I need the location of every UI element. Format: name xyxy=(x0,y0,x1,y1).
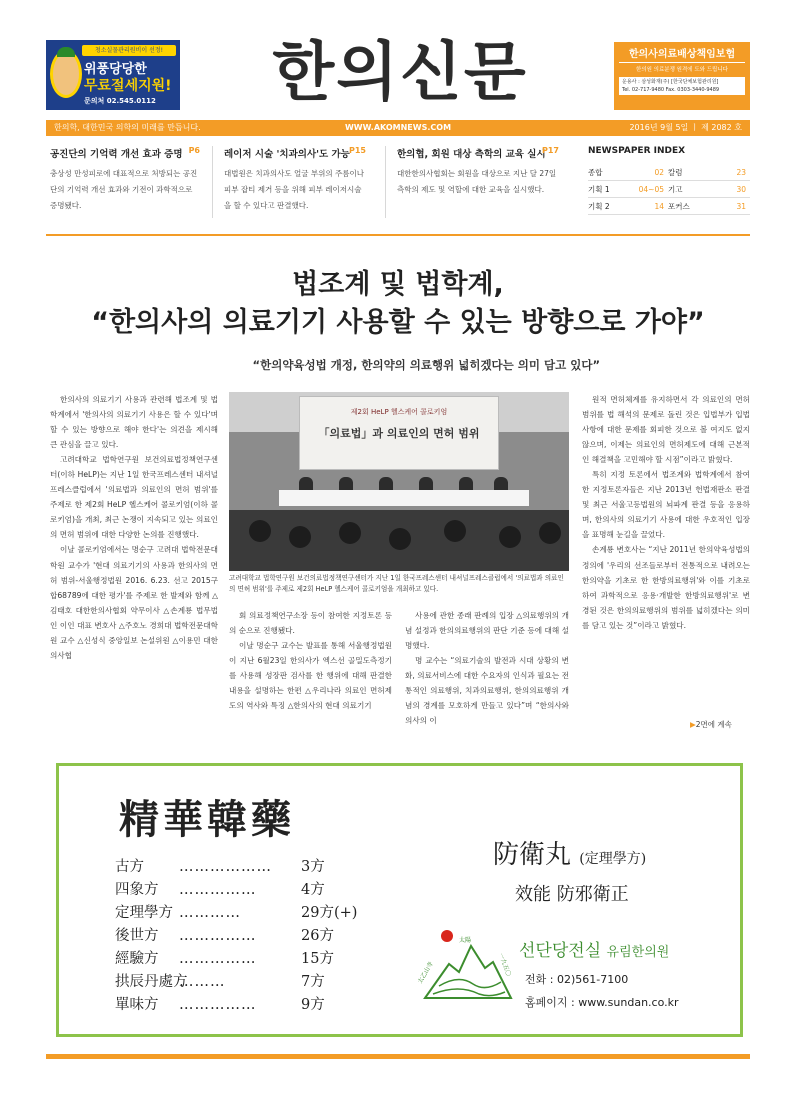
subheadline: “한의약육성법 개정, 한의약의 의료행위 넓히겠다는 의미 담고 있다” xyxy=(252,358,600,372)
index-item[interactable]: 포커스 31 xyxy=(668,198,750,215)
herbal-medicine-ad[interactable] xyxy=(56,763,743,1037)
footer-rule xyxy=(46,1054,750,1059)
teaser-title: 한의협, 회원 대상 측학의 교육 실시 xyxy=(397,149,546,160)
header-ad-tax-support[interactable] xyxy=(46,40,180,110)
svg-text:一九五〇: 一九五〇 xyxy=(497,952,512,978)
remedy-efficacy: 效能 防邪衛正 xyxy=(515,884,629,905)
teaser-3[interactable] xyxy=(397,146,559,226)
mascot-icon xyxy=(50,50,82,98)
headline-line-1[interactable]: 법조계 및 법학계, xyxy=(292,269,504,300)
article-column-2 xyxy=(229,608,392,730)
newspaper-masthead[interactable]: 한의신문 xyxy=(272,36,528,110)
prescription-row: 單味方 …………… 9方 xyxy=(115,997,325,1013)
paragraph: 특히 지정 토론에서 법조계와 법학계에서 참여한 지정토론자들은 지난 2013년 헌법재판소 판결 및 최근 서울고등법원의 뇌파계 판결 등을 응용하며, 한의사의 의료기기 사용에 대한 우호적인 입장을 표명해 눈길을 끌었다. xyxy=(582,470,750,540)
date-bar xyxy=(46,120,750,136)
teaser-body: 대법원은 치과의사도 얼굴 부위의 주름이나 피부 잡티 제거 등을 위해 피부 레이저시술을 할 수 있다고 판결했다. xyxy=(224,169,364,210)
paragraph: 사용에 관한 종래 판례의 입장 △의료행위의 개념 설정과 한의의료행위의 판단 기준 등에 대해 설명했다. xyxy=(405,611,569,651)
paragraph: 고려대학교 법학연구원 보건의료법정책연구센터(이하 HeLP)는 지난 1일 한국프레스센터 내셔널프레스클럽에서 '의료법과 의료인의 면허 범위'를 주제로 한 제2회 HeLP 헬스케어 콜로키엄(이하 콜로키엄)을 개최, 최근 논쟁이 지속되고 있는 의료인의 면허 범위에 대한 다양한 논의를 진행했다. xyxy=(50,455,218,540)
prescription-row: 經驗方 …………… 15方 xyxy=(115,951,334,967)
prescription-row: 四象方 …………… 4方 xyxy=(115,882,325,898)
index-item[interactable]: 기획 1 04~05 xyxy=(588,181,668,198)
svg-text:太乙山寺: 太乙山寺 xyxy=(416,960,435,985)
teaser-page: P15 xyxy=(349,146,366,155)
paragraph: 회 의료정책연구소장 등이 참여한 지정토론 등의 순으로 진행됐다. xyxy=(229,611,392,636)
website-link[interactable]: WWW.AKOMNEWS.COM xyxy=(344,123,452,132)
paragraph: 손계룡 변호사는 “지난 2011년 한의약육성법의 정의에 '우리의 선조들로부터 전통적으로 내려오는 한의약을 기초로 한 한방의료행위'와 이를 기초로 하여 과학적으로 응용·개발한 한방의료행위'로 변경된 것은 한의의료행위의 범위를 넓히겠다는 의미를 담고 있는 것”이라고 밝혔다. xyxy=(582,545,750,630)
prescription-row: 定理學方 ………… 29方(+) xyxy=(115,905,358,921)
article-column-4 xyxy=(582,392,750,710)
clinic-mountain-logo-icon xyxy=(416,924,515,1010)
paragraph: 한의사의 의료기기 사용과 관련해 법조계 및 법학계에서 '한의사의 의료기기 사용은 할 수 있다'며 할 수 있는 방향으로 해야 한다'는 의견을 제시해 큰 관심을 끌고 있다. xyxy=(50,395,218,450)
teaser-title: 레이저 시술 '치과의사'도 가능 xyxy=(224,149,350,160)
index-item[interactable]: 칼럼 23 xyxy=(668,164,750,181)
clinic-name: 선단당전실 유림한의원 xyxy=(519,941,670,961)
ad-phone: 문의처 02.545.0112 xyxy=(84,97,156,105)
arrow-right-icon: ▶ xyxy=(690,720,696,729)
clinic-phone[interactable]: 전화 : 02)561-7100 xyxy=(525,973,629,986)
article-column-1 xyxy=(50,392,218,728)
divider xyxy=(385,146,386,218)
slogan: 한의학, 대한민국 의학의 미래를 만듭니다. xyxy=(54,123,201,132)
index-item[interactable]: 기획 2 14 xyxy=(588,198,668,215)
teaser-body: 충상성 만성피로에 대표적으로 처방되는 공진단의 기억력 개선 효과와 기전이 과학적으로 증명됐다. xyxy=(50,169,198,210)
article-photo[interactable] xyxy=(229,392,569,571)
ad-title: 精華韓藥 xyxy=(119,796,295,843)
prescription-row: 古方 ……………… 3方 xyxy=(115,859,325,875)
divider xyxy=(212,146,213,218)
ad-badge: 청소실물관리원비이 선정! xyxy=(82,45,176,56)
index-title: NEWSPAPER INDEX xyxy=(588,146,686,156)
section-rule xyxy=(46,234,750,236)
issue-date: 2016년 9월 5일 ㅣ 제 2082 호 xyxy=(629,123,742,132)
index-item[interactable]: 기고 30 xyxy=(668,181,750,198)
headline-line-2[interactable]: “한의사의 의료기기 사용할 수 있는 방향으로 가야” xyxy=(91,307,705,338)
ad-subtitle: 한의원 의료분쟁 원격에 도와 드립니다 xyxy=(635,67,728,73)
header-ad-insurance[interactable] xyxy=(614,42,750,110)
continued-link[interactable]: ▶2면에 계속 xyxy=(690,720,732,729)
teaser-title: 공진단의 기억력 개선 효과 증명 xyxy=(50,149,183,160)
prescription-row: 後世方 …………… 26方 xyxy=(115,928,334,944)
clinic-website[interactable]: 홈페이지 : www.sundan.co.kr xyxy=(525,996,679,1009)
newspaper-index xyxy=(588,146,750,215)
ad-line-2: 무료절세지원! xyxy=(84,78,172,94)
teaser-2[interactable] xyxy=(224,146,366,226)
teaser-1[interactable] xyxy=(50,146,200,226)
paragraph: 원적 면허체계를 유지하면서 각 의료인의 면허 범위를 법 해석의 문제로 돌린 것은 입법부가 입법사항에 대한 문제를 회피한 것으로 볼 여지도 없지 않으며, 이제는 의료인의 면허제도에 대해 근본적인 해결책을 고민해야 할 시점”이라고 밝혔다. xyxy=(582,395,750,465)
teaser-page: P6 xyxy=(188,146,200,155)
ad-line-1: 위풍당당한 xyxy=(84,62,147,77)
ad-contact: 운용사 : 삼성화재(주) [한국단체보험관리원] Tel. 02-717-9480 Fax. 0303-3440-9489 xyxy=(619,77,745,95)
article-column-3 xyxy=(405,608,569,730)
prescription-row: 拱辰丹處方 ……… 7方 xyxy=(115,974,325,990)
paragraph: 이날 콜로키엄에서는 명순구 고려대 법학전문대학원 교수가 '현대 의료기기의 사용과 한의사의 면허 범위-서울행정법원 2016. 6.23. 선고 2015구합68789에 대한 평가'를 주제로 한 발제와 함께 △김태호 대한한의사협회 약무이사 △손계룡 법무법인 이인 대표 변호사 △주호노 경희대 법학전문대학원 교수 △신성식 중앙일보 논설위원 △이용민 대한의사협 xyxy=(50,545,218,660)
index-item[interactable]: 종합 02 xyxy=(588,164,668,181)
paragraph: 이날 명순구 교수는 발표를 통해 서울행정법원이 지난 6월23일 한의사가 엑스선 골밀도측정기를 사용해 성장판 검사를 한 행위에 대해 판결한 내용을 설명하는 한편 △우리나라 의료인 면허제도의 역사와 특징 △한의사의 현대 의료기기 xyxy=(229,641,392,711)
teaser-body: 대한한의사협회는 회원을 대상으로 지난 달 27일 측학의 제도 및 역할에 대한 교육을 실시했다. xyxy=(397,169,557,194)
svg-text:太陽: 太陽 xyxy=(459,937,472,944)
photo-caption: 고려대학교 법학연구원 보건의료법정책연구센터가 지난 1일 한국프레스센터 내셔널프레스클럽에서 '의료법과 의료인의 면허 범위'를 주제로 제2회 HeLP 헬스케어 콜로키엄을 개최하고 있다. xyxy=(229,574,564,593)
prescription-list xyxy=(115,856,358,1017)
teaser-page: P17 xyxy=(542,146,559,155)
featured-remedy: 防衛丸 (定理學方) xyxy=(493,840,647,870)
event-banner: 제2회 HeLP 헬스케어 콜로키엄 「의료법」과 의료인의 면허 범위 xyxy=(299,396,499,470)
paragraph: 명 교수는 “의료기술의 발전과 시대 상황의 변화, 의료서비스에 대한 수요자의 인식과 필요는 전통적인 의료행위, 치과의료행위, 한의의료행위 개념의 경계를 모호하게 만들고 있다”며 “한의사와 의사의 이 xyxy=(405,656,569,726)
ad-title: 한의사의료배상책임보험 xyxy=(619,45,745,63)
